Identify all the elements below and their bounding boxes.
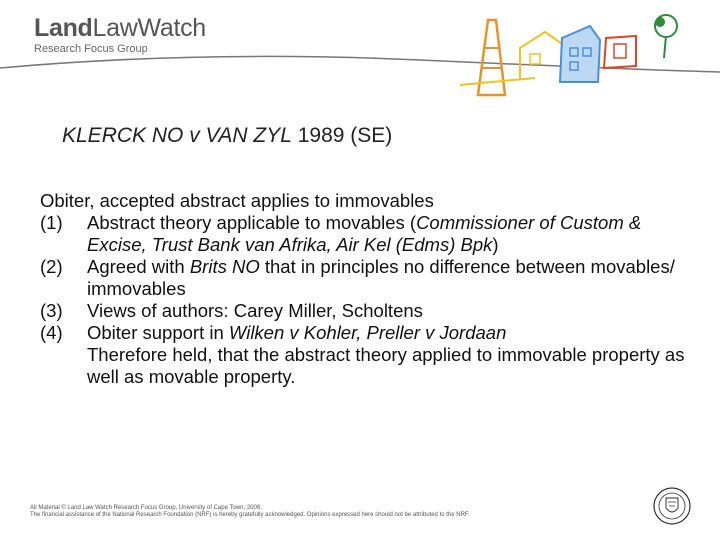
- conclusion-text: Therefore held, that the abstract theory applied to immovable property as well as movable property.: [87, 344, 685, 387]
- footer-copyright: All Material © Land Law Watch Research Focus Group, University of Cape Town, 2008.: [30, 505, 262, 511]
- list-item: (2) Agreed with Brits NO that in principles no difference between movables/ immovables: [40, 256, 675, 299]
- tree-icon: [655, 15, 677, 58]
- header: [0, 0, 720, 100]
- logo-subtitle: Research Focus Group: [34, 43, 148, 55]
- slide-content: [40, 190, 690, 388]
- house-red-icon: [604, 36, 636, 68]
- list-item: (1) Abstract theory applicable to movables (Commissioner of Custom & Excise, Trust Bank van Afrika, Air Kel (Edms) Bpk): [40, 212, 642, 255]
- list-item: (3) Views of authors: Carey Miller, Scholtens: [40, 300, 423, 321]
- building-blue-icon: [560, 26, 600, 82]
- intro-line: Obiter, accepted abstract applies to immovables: [40, 190, 434, 211]
- tower-icon: [460, 20, 535, 95]
- list-item: (4) Obiter support in Wilken v Kohler, Preller v Jordaan: [40, 322, 507, 343]
- logo: LandLawWatch: [34, 14, 206, 42]
- footer: [30, 505, 470, 519]
- university-seal-icon: [652, 486, 692, 526]
- slide-title: KLERCK NO v VAN ZYL 1989 (SE): [62, 124, 393, 147]
- footer-disclaimer: The financial assistance of the National Research Foundation (NRF) is hereby gratefully acknowledged. Opinions expressed here should not be attributed to the NRF.: [30, 512, 470, 518]
